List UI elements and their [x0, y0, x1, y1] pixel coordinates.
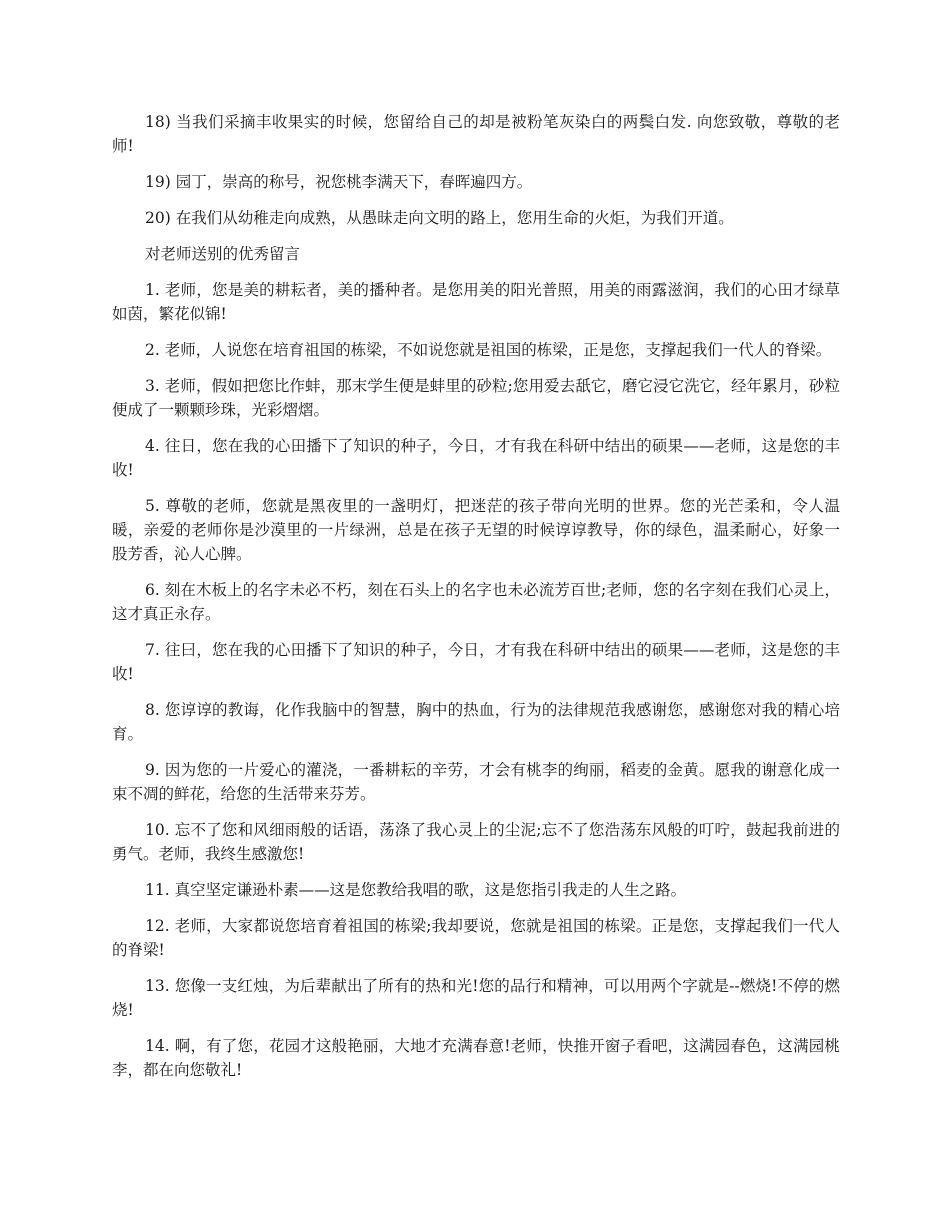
paragraph-14: 14. 啊，有了您，花园才这般艳丽，大地才充满春意!老师，快推开窗子看吧，这满园春色，这满园桃李，都在向您敬礼!: [112, 1037, 840, 1079]
paragraph-6: 6. 刻在木板上的名字未必不朽，刻在石头上的名字也未必流芳百世;老师，您的名字刻在我们心灵上，这才真正永存。: [112, 581, 840, 623]
section-heading: 对老师送别的优秀留言: [145, 245, 301, 263]
paragraph-9: 9. 因为您的一片爱心的灌浇，一番耕耘的辛劳，才会有桃李的绚丽，稻麦的金黄。愿我的谢意化成一束不凋的鲜花，给您的生活带来芬芳。: [112, 761, 840, 803]
paragraph-7: 7. 往曰，您在我的心田播下了知识的种子，今日，才有我在科研中结出的硕果——老师，这是您的丰收!: [112, 641, 840, 683]
paragraph-3: 3. 老师，假如把您比作蚌，那末学生便是蚌里的砂粒;您用爱去舐它，磨它浸它洗它，经年累月，砂粒便成了一颗颗珍珠，光彩熠熠。: [112, 377, 840, 419]
paragraph-1: 1. 老师，您是美的耕耘者，美的播种者。是您用美的阳光普照，用美的雨露滋润，我们的心田才绿草如茵，繁花似锦!: [112, 281, 840, 323]
document-body: [112, 110, 840, 1094]
paragraph-8: 8. 您谆谆的教诲，化作我脑中的智慧，胸中的热血，行为的法律规范我感谢您，感谢您对我的精心培育。: [112, 701, 840, 743]
paragraph-18: 18) 当我们采摘丰收果实的时候，您留给自己的却是被粉笔灰染白的两鬓白发. 向您致敬，尊敬的老师!: [112, 113, 840, 155]
paragraph-12: 12. 老师，大家都说您培育着祖国的栋梁;我却要说，您就是祖国的栋梁。正是您，支撑起我们一代人的脊梁!: [112, 917, 840, 959]
paragraph-4: 4. 往日，您在我的心田播下了知识的种子，今日，才有我在科研中结出的硕果——老师，这是您的丰收!: [112, 437, 840, 479]
paragraph-11: 11. 真空坚定谦逊朴素——这是您教给我唱的歌，这是您指引我走的人生之路。: [145, 881, 687, 899]
paragraph-5: 5. 尊敬的老师，您就是黑夜里的一盏明灯，把迷茫的孩子带向光明的世界。您的光芒柔和，令人温暖，亲爱的老师你是沙漠里的一片绿洲，总是在孩子无望的时候谆谆教导，你的绿色，温柔耐心，好象一股芳香，沁人心脾。: [112, 497, 840, 563]
paragraph-19: 19) 园丁，崇高的称号，祝您桃李满天下，春晖遍四方。: [145, 173, 533, 191]
paragraph-10: 10. 忘不了您和风细雨般的话语，荡涤了我心灵上的尘泥;忘不了您浩荡东风般的叮咛，鼓起我前进的勇气。老师，我终生感激您!: [112, 821, 840, 863]
paragraph-13: 13. 您像一支红烛，为后辈献出了所有的热和光!您的品行和精神，可以用两个字就是--燃烧!不停的燃烧!: [112, 977, 840, 1019]
paragraph-2: 2. 老师，人说您在培育祖国的栋梁，不如说您就是祖国的栋梁，正是您，支撑起我们一代人的脊梁。: [145, 341, 832, 359]
paragraph-20: 20) 在我们从幼稚走向成熟，从愚昧走向文明的路上，您用生命的火炬，为我们开道。: [145, 209, 734, 227]
